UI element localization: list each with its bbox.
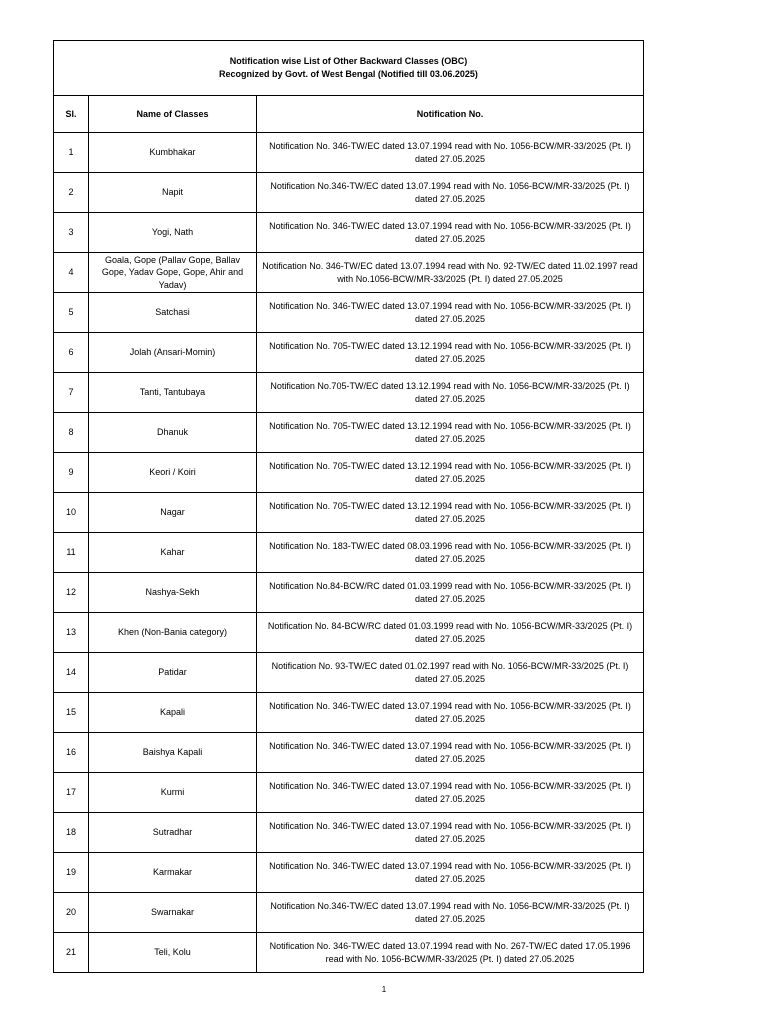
cell-notification: Notification No. 346-TW/EC dated 13.07.1994 read with No. 1056-BCW/MR-33/2025 (Pt. I) dated 27.05.2025 [257, 733, 644, 773]
cell-notification: Notification No. 346-TW/EC dated 13.07.1994 read with No. 1056-BCW/MR-33/2025 (Pt. I) dated 27.05.2025 [257, 693, 644, 733]
cell-sl: 15 [54, 693, 89, 733]
table-row [54, 773, 644, 813]
table-row [54, 333, 644, 373]
cell-notification: Notification No. 346-TW/EC dated 13.07.1994 read with No. 92-TW/EC dated 11.02.1997 read with No.1056-BCW/MR-33/2025 (Pt. I) dated 27.05.2025 [257, 253, 644, 293]
cell-notification: Notification No. 705-TW/EC dated 13.12.1994 read with No. 1056-BCW/MR-33/2025 (Pt. I) dated 27.05.2025 [257, 413, 644, 453]
cell-sl: 3 [54, 213, 89, 253]
table-row [54, 133, 644, 173]
cell-sl: 13 [54, 613, 89, 653]
cell-sl: 17 [54, 773, 89, 813]
cell-notification: Notification No. 346-TW/EC dated 13.07.1994 read with No. 1056-BCW/MR-33/2025 (Pt. I) dated 27.05.2025 [257, 293, 644, 333]
cell-notification: Notification No. 705-TW/EC dated 13.12.1994 read with No. 1056-BCW/MR-33/2025 (Pt. I) dated 27.05.2025 [257, 333, 644, 373]
table-row [54, 933, 644, 973]
cell-name: Kumbhakar [89, 133, 257, 173]
cell-notification: Notification No.346-TW/EC dated 13.07.1994 read with No. 1056-BCW/MR-33/2025 (Pt. I) dated 27.05.2025 [257, 893, 644, 933]
cell-notification: Notification No. 346-TW/EC dated 13.07.1994 read with No. 267-TW/EC dated 17.05.1996 read with No. 1056-BCW/MR-33/2025 (Pt. I) dated 27.05.2025 [257, 933, 644, 973]
table-row [54, 213, 644, 253]
table-row [54, 573, 644, 613]
cell-name: Kapali [89, 693, 257, 733]
cell-notification: Notification No.84-BCW/RC dated 01.03.1999 read with No. 1056-BCW/MR-33/2025 (Pt. I) dated 27.05.2025 [257, 573, 644, 613]
title-line-1: Notification wise List of Other Backward Classes (OBC) [229, 56, 468, 66]
cell-sl: 16 [54, 733, 89, 773]
table-row [54, 453, 644, 493]
title-row [54, 41, 644, 96]
cell-name: Nashya-Sekh [89, 573, 257, 613]
table-row [54, 173, 644, 213]
cell-sl: 8 [54, 413, 89, 453]
page-number: 1 [381, 985, 387, 994]
header-row [54, 96, 644, 133]
cell-name: Sutradhar [89, 813, 257, 853]
title-line-2: Recognized by Govt. of West Bengal (Notified till 03.06.2025) [219, 69, 478, 79]
header-notification: Notification No. [257, 96, 644, 133]
obc-table [53, 40, 644, 973]
cell-sl: 6 [54, 333, 89, 373]
table-row [54, 813, 644, 853]
cell-sl: 20 [54, 893, 89, 933]
table-row [54, 253, 644, 293]
table-row [54, 293, 644, 333]
cell-name: Teli, Kolu [89, 933, 257, 973]
cell-name: Khen (Non-Bania category) [89, 613, 257, 653]
cell-name: Tanti, Tantubaya [89, 373, 257, 413]
cell-sl: 5 [54, 293, 89, 333]
cell-name: Swarnakar [89, 893, 257, 933]
cell-sl: 18 [54, 813, 89, 853]
table-row [54, 373, 644, 413]
cell-name: Goala, Gope (Pallav Gope, Ballav Gope, Yadav Gope, Gope, Ahir and Yadav) [89, 253, 257, 293]
cell-notification: Notification No. 346-TW/EC dated 13.07.1994 read with No. 1056-BCW/MR-33/2025 (Pt. I) dated 27.05.2025 [257, 773, 644, 813]
table-row [54, 653, 644, 693]
cell-notification: Notification No. 346-TW/EC dated 13.07.1994 read with No. 1056-BCW/MR-33/2025 (Pt. I) dated 27.05.2025 [257, 813, 644, 853]
cell-name: Napit [89, 173, 257, 213]
cell-name: Dhanuk [89, 413, 257, 453]
header-name: Name of Classes [89, 96, 257, 133]
cell-notification: Notification No. 183-TW/EC dated 08.03.1996 read with No. 1056-BCW/MR-33/2025 (Pt. I) dated 27.05.2025 [257, 533, 644, 573]
table-row [54, 853, 644, 893]
cell-sl: 19 [54, 853, 89, 893]
header-sl: Sl. [54, 96, 89, 133]
cell-name: Kurmi [89, 773, 257, 813]
table-row [54, 733, 644, 773]
table-title [54, 41, 644, 96]
cell-notification: Notification No. 346-TW/EC dated 13.07.1994 read with No. 1056-BCW/MR-33/2025 (Pt. I) dated 27.05.2025 [257, 213, 644, 253]
cell-notification: Notification No. 346-TW/EC dated 13.07.1994 read with No. 1056-BCW/MR-33/2025 (Pt. I) dated 27.05.2025 [257, 853, 644, 893]
cell-sl: 14 [54, 653, 89, 693]
table-body [54, 41, 644, 973]
cell-sl: 12 [54, 573, 89, 613]
cell-name: Satchasi [89, 293, 257, 333]
cell-name: Nagar [89, 493, 257, 533]
cell-name: Yogi, Nath [89, 213, 257, 253]
cell-notification: Notification No. 705-TW/EC dated 13.12.1994 read with No. 1056-BCW/MR-33/2025 (Pt. I) dated 27.05.2025 [257, 453, 644, 493]
cell-name: Baishya Kapali [89, 733, 257, 773]
cell-name: Karmakar [89, 853, 257, 893]
cell-sl: 11 [54, 533, 89, 573]
cell-notification: Notification No. 705-TW/EC dated 13.12.1994 read with No. 1056-BCW/MR-33/2025 (Pt. I) dated 27.05.2025 [257, 493, 644, 533]
table-row [54, 533, 644, 573]
cell-notification: Notification No.705-TW/EC dated 13.12.1994 read with No. 1056-BCW/MR-33/2025 (Pt. I) dated 27.05.2025 [257, 373, 644, 413]
cell-sl: 10 [54, 493, 89, 533]
cell-sl: 9 [54, 453, 89, 493]
cell-notification: Notification No.346-TW/EC dated 13.07.1994 read with No. 1056-BCW/MR-33/2025 (Pt. I) dated 27.05.2025 [257, 173, 644, 213]
table-row [54, 893, 644, 933]
cell-sl: 2 [54, 173, 89, 213]
table-row [54, 493, 644, 533]
cell-name: Patidar [89, 653, 257, 693]
cell-name: Jolah (Ansari-Momin) [89, 333, 257, 373]
cell-name: Kahar [89, 533, 257, 573]
cell-sl: 21 [54, 933, 89, 973]
table-row [54, 613, 644, 653]
cell-notification: Notification No. 346-TW/EC dated 13.07.1994 read with No. 1056-BCW/MR-33/2025 (Pt. I) dated 27.05.2025 [257, 133, 644, 173]
table-row [54, 693, 644, 733]
cell-name: Keori / Koiri [89, 453, 257, 493]
cell-sl: 7 [54, 373, 89, 413]
cell-notification: Notification No. 84-BCW/RC dated 01.03.1999 read with No. 1056-BCW/MR-33/2025 (Pt. I) dated 27.05.2025 [257, 613, 644, 653]
table-row [54, 413, 644, 453]
cell-sl: 1 [54, 133, 89, 173]
cell-notification: Notification No. 93-TW/EC dated 01.02.1997 read with No. 1056-BCW/MR-33/2025 (Pt. I) dated 27.05.2025 [257, 653, 644, 693]
cell-sl: 4 [54, 253, 89, 293]
